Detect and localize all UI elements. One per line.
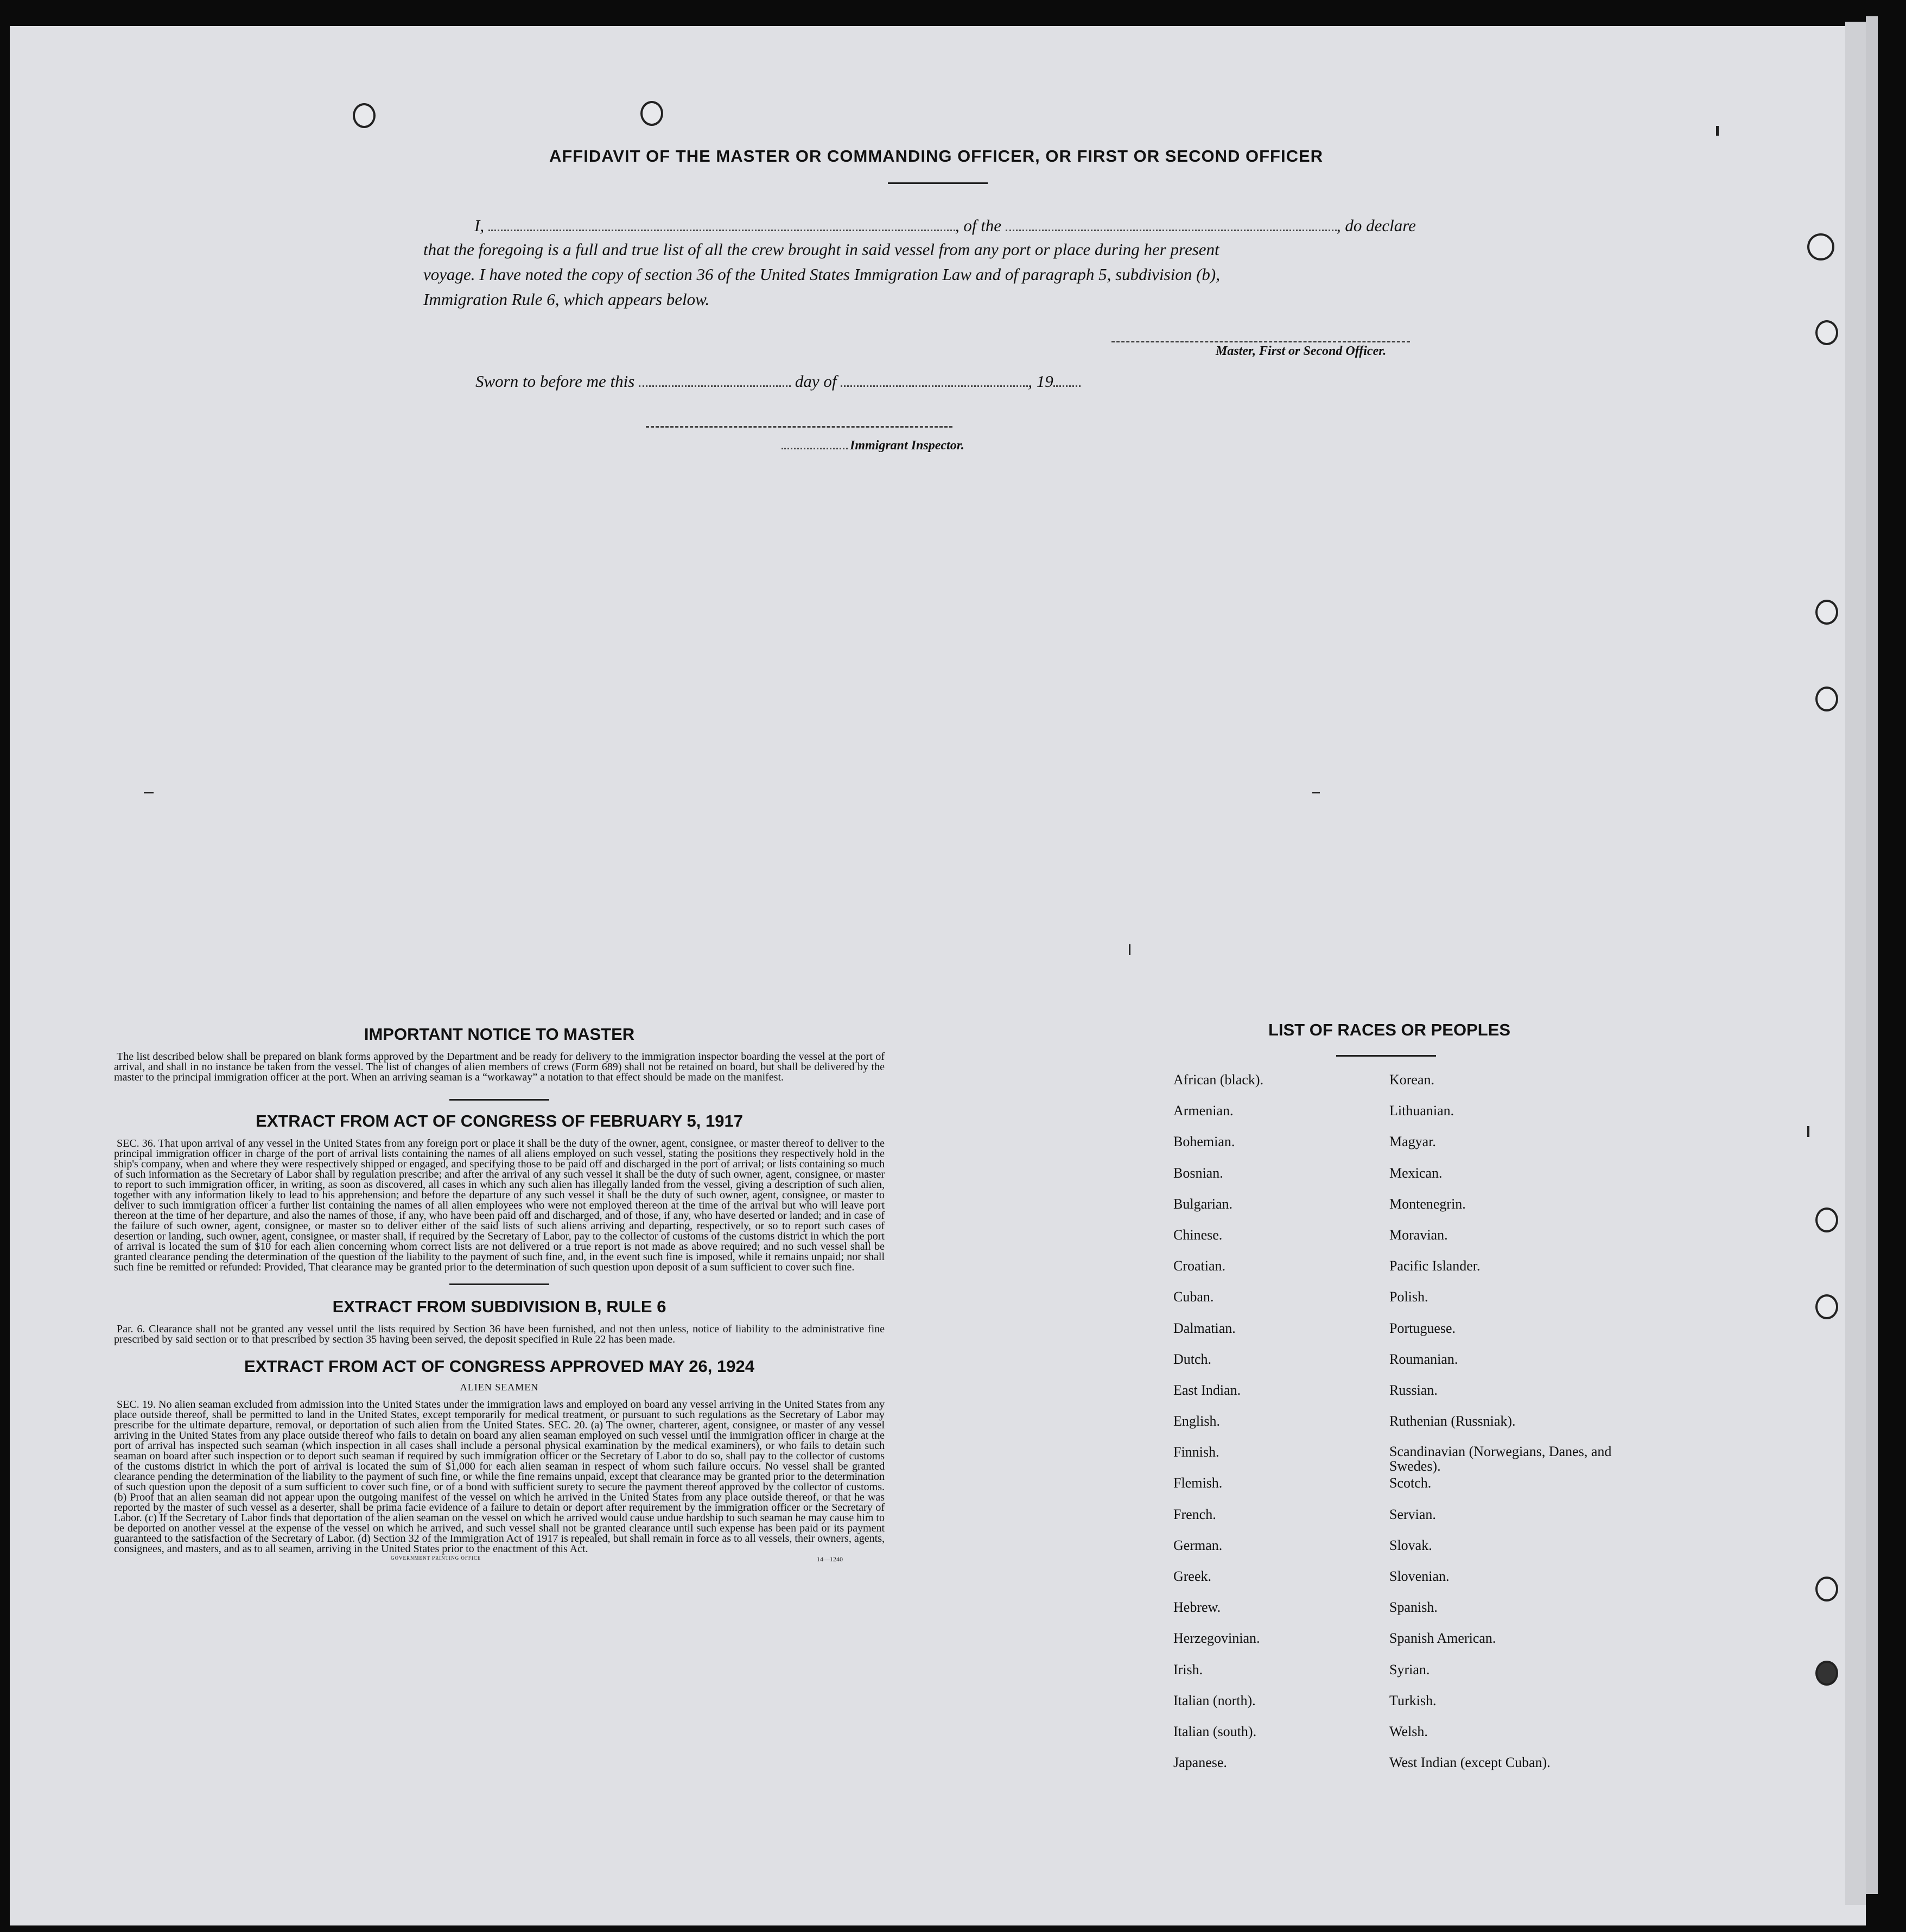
race-item: Slovenian. — [1389, 1568, 1450, 1584]
races-title-rule — [1336, 1055, 1436, 1057]
affidavit-title: AFFIDAVIT OF THE MASTER OR COMMANDING OFFICER, OR FIRST OR SECOND OFFICER — [549, 147, 1324, 166]
race-item: Bohemian. — [1173, 1134, 1235, 1150]
sworn-prefix: Sworn to before me this — [475, 372, 635, 391]
declare-do-declare: , do declare — [1336, 216, 1416, 235]
race-item: Scotch. — [1389, 1475, 1432, 1491]
printer-imprint: GOVERNMENT PRINTING OFFICE — [391, 1555, 481, 1561]
race-item: Armenian. — [1173, 1103, 1234, 1119]
race-item: East Indian. — [1173, 1382, 1241, 1398]
name-field[interactable] — [488, 230, 955, 231]
race-item: Dalmatian. — [1173, 1320, 1236, 1336]
extract-1924-text: SEC. 19. No alien seaman excluded from admission into the United States under the immigration laws and employed on board any vessel arriving in the United States from any place outside thereof, shall be permitted to land in the United States, except temporarily for medical treatment, or pursuant to such regulations as the Secretary of Labor may prescribe for the ultimate departure, removal, or deportation of such alien from the United States. SEC. 20. (a) The owner, charterer, agent, consignee, or master of any vessel arriving in the United States from any place outside thereof who fails to detain on board any alien seaman employed on such vessel until the immigration officer in charge at the port of arrival has inspected such seaman (which inspection in all cases shall include a personal physical examination by the medical examiners), or who fails to detain such seaman on board after such inspection or to deport such seaman if required by such immigration officer or the Secretary of Labor to do so, shall pay to the collector of customs of the customs district in which the port of arrival is located the sum of $1,000 for each alien seaman in respect of whom such failure occurs. No vessel shall be granted clearance pending the determination of the liability to the payment of such fine, or while the fine remains unpaid, except that clearance may be granted prior to the determination of such question upon the deposit of a sum sufficient to cover such fine, or of a bond with sufficient surety to secure the payment thereof approved by the collector of customs. (b) Proof that an alien seaman did not appear upon the outgoing manifest of the vessel on which he arrived in the United States from any place outside thereof, or that he was reported by the master of such vessel as a deserter, shall be prima facie evidence of a failure to detain or deport after requirement by the immigration officer or the Secretary of Labor. (c) If the Secretary of Labor finds that deportation of the alien seaman on the vessel on which he arrived would cause undue hardship to such seaman he may cause him to be deported on another vessel at the expense of the vessel on which he arrived, and such vessel shall not be granted clearance until such expense has been paid or its payment guaranteed to the satisfaction of the Secretary of Labor. (d) Section 32 of the Immigration Act of 1917 is repealed, but shall remain in force as to all vessels, their owners, agents, consignees, and masters, and as to all seamen, arriving in the United States prior to the enactment of this Act. — [114, 1399, 885, 1555]
race-item: Roumanian. — [1389, 1351, 1458, 1367]
race-item: Greek. — [1173, 1568, 1212, 1584]
title-rule — [888, 182, 988, 184]
race-item: Mexican. — [1389, 1165, 1443, 1181]
race-item: Japanese. — [1173, 1755, 1227, 1771]
master-signature-line[interactable] — [1111, 341, 1410, 342]
race-item: Bosnian. — [1173, 1165, 1223, 1181]
race-item: Lithuanian. — [1389, 1103, 1454, 1119]
race-item: Chinese. — [1173, 1226, 1223, 1243]
stray-mark — [1716, 126, 1719, 136]
sworn-year: , 19 — [1028, 372, 1053, 391]
race-item: Scandinavian (Norwegians, Danes, and Swedes). — [1389, 1444, 1612, 1475]
race-item: Slovak. — [1389, 1537, 1432, 1553]
punch-hole — [1807, 233, 1834, 260]
race-item: Finnish. — [1173, 1444, 1219, 1460]
races-left-column — [1173, 1072, 1369, 1785]
sworn-day-of: day of — [795, 372, 837, 391]
race-item: Cuban. — [1173, 1289, 1214, 1305]
punch-hole — [1815, 1661, 1838, 1686]
vessel-field[interactable] — [1006, 230, 1337, 231]
declaration-line-3: voyage. I have noted the copy of section 36 of the United States Immigration Law and of paragraph 5, subdivision (b), — [423, 265, 1220, 284]
extract-1924-title: EXTRACT FROM ACT OF CONGRESS APPROVED MAY 26, 1924 — [244, 1357, 754, 1376]
inspector-signature-line[interactable] — [646, 426, 952, 428]
notices-column — [114, 1025, 885, 1566]
inspector-line — [782, 438, 964, 453]
extract-1924-subtitle: ALIEN SEAMEN — [460, 1382, 539, 1393]
extract-rule6-text: Par. 6. Clearance shall not be granted any vessel until the lists required by Section 36 have been furnished, and not then unless, notice of liability to the administrative fine prescribed by said section or to that prescribed by section 35 having been served, the deposit specified in Rule 22 has been made. — [114, 1323, 885, 1345]
stray-mark — [1129, 944, 1130, 955]
race-item: Hebrew. — [1173, 1599, 1221, 1616]
race-item: German. — [1173, 1537, 1223, 1553]
declaration-line-2: that the foregoing is a full and true list of all the crew brought in said vessel from any port or place during her present — [423, 240, 1219, 259]
extract-1917-text: SEC. 36. That upon arrival of any vessel in the United States from any foreign port or place it shall be the duty of the owner, agent, consignee, or master thereof to deliver to the principal immigration officer in charge of the port of arrival lists containing the names of all aliens employed on such vessel, stating the positions they respectively hold in the ship's company, when and where they were respectively shipped or engaged, and specifying those to be paid off and discharged in the port of arrival; or lists containing so much of such information as the Secretary of Labor shall by regulation prescribe; and after the arrival of any such vessel it shall be the duty of such owner, agent, consignee, or master to report to such immigration officer, in writing, as soon as discovered, all cases in which any such alien has illegally landed from the vessel, giving a description of such alien, together with any information likely to lead to his apprehension; and before the departure of any such vessel it shall be the duty of such owner, agent, consignee, or master to deliver to such immigration officer a further list containing the names of all alien employees who were not employed thereon at the time of the arrival but who will leave port thereon at the time of her departure, and also the names of those, if any, who have been paid off and discharged, and of those, if any, who have deserted or landed; and in case of the failure of such owner, agent, consignee, or master so to deliver either of the said lists of such aliens arriving and departing, respectively, or so to report such cases of desertion or landing, such owner, agent, consignee, or master shall, if required by the Secretary of Labor, pay to the collector of customs of the customs district in which the port of arrival is located the sum of $10 for each alien concerning whom correct lists are not delivered or a true report is not made as above required; and no such vessel shall be granted clearance pending the determination of the question of the liability to the payment of such fine, and, in the event such fine is imposed, while it remains unpaid; nor shall such fine be remitted or refunded: Provided, That clearance may be granted prior to the determination of such question upon deposit of a sum sufficient to cover such fine. — [114, 1137, 885, 1273]
sworn-month-field[interactable] — [841, 385, 1028, 387]
affidavit-body — [423, 216, 1454, 346]
race-item: Korean. — [1389, 1072, 1435, 1088]
race-item: Moravian. — [1389, 1226, 1448, 1243]
extract-rule6-title: EXTRACT FROM SUBDIVISION B, RULE 6 — [332, 1297, 666, 1316]
race-item: Dutch. — [1173, 1351, 1212, 1367]
punch-hole — [1815, 320, 1838, 345]
race-item: Polish. — [1389, 1289, 1428, 1305]
race-item: Herzegovinian. — [1173, 1630, 1260, 1647]
race-item: African (black). — [1173, 1072, 1264, 1088]
declaration-line — [474, 216, 1416, 236]
master-signature-label: Master, First or Second Officer. — [1216, 344, 1387, 358]
race-item: Bulgarian. — [1173, 1196, 1233, 1212]
race-item: Spanish American. — [1389, 1630, 1496, 1647]
notice-text: The list described below shall be prepared on blank forms approved by the Department and be ready for delivery to the immigration inspector boarding the vessel at the port of arrival, and shall in no instance be taken from the vessel. The list of changes of alien members of crews (Form 689) shall not be retained on board, but shall be delivered by the master to the principal immigration officer at the port. When an arriving seaman is a “workaway” a notation to that effect should be made on the manifest. — [114, 1051, 885, 1083]
section-rule — [449, 1099, 549, 1101]
inspector-field[interactable] — [782, 448, 848, 449]
sworn-year-field[interactable] — [1053, 385, 1081, 387]
inspector-label: Immigrant Inspector. — [850, 438, 964, 453]
footer-line — [114, 1555, 885, 1566]
race-item: Spanish. — [1389, 1599, 1438, 1616]
race-item: Russian. — [1389, 1382, 1438, 1398]
punch-hole — [1815, 600, 1838, 625]
race-item: Servian. — [1389, 1506, 1436, 1522]
punch-hole — [1815, 1577, 1838, 1601]
section-rule — [449, 1283, 549, 1285]
race-item: Italian (north). — [1173, 1692, 1256, 1708]
race-item: Italian (south). — [1173, 1723, 1257, 1739]
race-item: Magyar. — [1389, 1134, 1436, 1150]
race-item: Pacific Islander. — [1389, 1258, 1481, 1274]
race-item: Turkish. — [1389, 1692, 1437, 1708]
stray-mark — [144, 792, 154, 793]
race-item: Ruthenian (Russniak). — [1389, 1413, 1516, 1429]
race-item: English. — [1173, 1413, 1220, 1429]
declare-of-the: , of the — [955, 216, 1002, 235]
form-number: 14—1240 — [817, 1555, 843, 1563]
punch-hole — [1815, 687, 1838, 711]
sworn-day-field[interactable] — [639, 385, 791, 387]
race-item: Croatian. — [1173, 1258, 1226, 1274]
punch-hole — [1815, 1294, 1838, 1319]
page-edge-2 — [1866, 16, 1878, 1894]
punch-hole — [640, 101, 663, 126]
races-title: LIST OF RACES OR PEOPLES — [1268, 1020, 1511, 1039]
punch-hole — [1815, 1208, 1838, 1232]
stray-mark — [1807, 1126, 1809, 1137]
race-item: Welsh. — [1389, 1723, 1428, 1739]
race-item: French. — [1173, 1506, 1216, 1522]
race-item: West Indian (except Cuban). — [1389, 1755, 1551, 1771]
race-item: Irish. — [1173, 1661, 1203, 1677]
punch-hole — [353, 103, 376, 128]
race-item: Flemish. — [1173, 1475, 1223, 1491]
stray-mark — [1312, 792, 1320, 793]
page-edge-1 — [1845, 22, 1866, 1905]
races-right-column — [1389, 1072, 1617, 1785]
race-item: Montenegrin. — [1389, 1196, 1466, 1212]
sworn-line — [475, 372, 1081, 391]
race-item: Portuguese. — [1389, 1320, 1456, 1336]
race-item: Syrian. — [1389, 1661, 1430, 1677]
notice-title: IMPORTANT NOTICE TO MASTER — [364, 1025, 635, 1044]
extract-1917-title: EXTRACT FROM ACT OF CONGRESS OF FEBRUARY 5, 1917 — [256, 1111, 743, 1130]
declare-i: I, — [474, 216, 485, 235]
declaration-line-4: Immigration Rule 6, which appears below. — [423, 290, 710, 309]
